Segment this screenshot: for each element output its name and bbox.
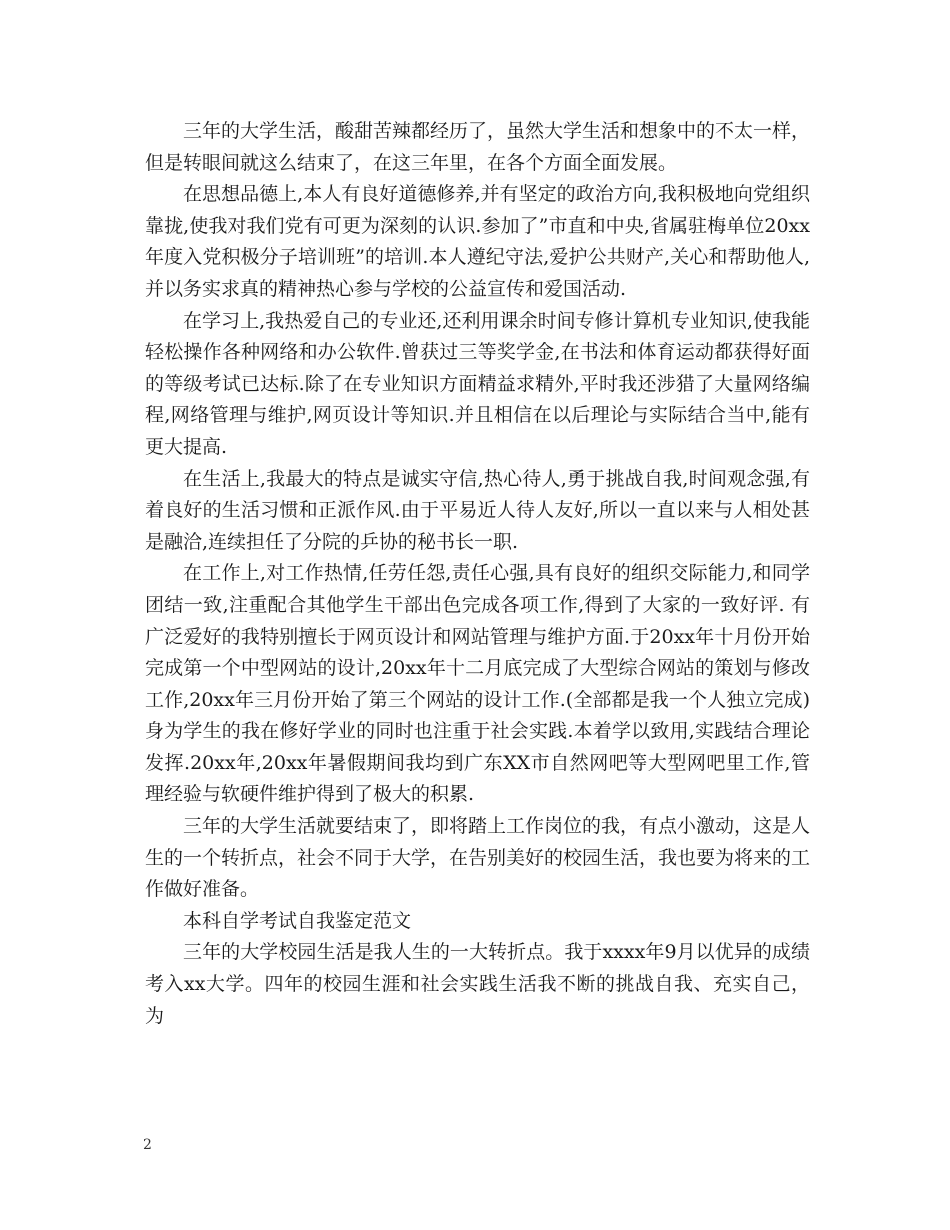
paragraph-life: 在生活上,我最大的特点是诚实守信,热心待人,勇于挑战自我,时间观念强,有着良好的生活习惯和正派作风.由于平易近人待人友好,所以一直以来与人相处甚是融洽,连续担任了分院的乒协的秘书长一职. (145, 467, 810, 553)
document-body (145, 116, 810, 1032)
paragraph-second-sample: 三年的大学校园生活是我人生的一大转折点。我于xxxx年9月以优异的成绩考入xx大学。四年的校园生涯和社会实践生活我不断的挑战自我、充实自己，为 (145, 941, 810, 1027)
paragraph-ideology: 在思想品德上,本人有良好道德修养,并有坚定的政治方向,我积极地向党组织靠拢,使我对我们党有可更为深刻的认识.参加了”市直和中央,省属驻梅单位20xx年度入党积极分子培训班”的培训.本人遵纪守法,爱护公共财产,关心和帮助他人,并以务实求真的精神热心参与学校的公益宣传和爱国活动. (145, 183, 810, 300)
paragraph-work: 在工作上,对工作热情,任劳任怨,责任心强,具有良好的组织交际能力,和同学团结一致,注重配合其他学生干部出色完成各项工作,得到了大家的一致好评. 有广泛爱好的我特别擅长于网页设计和网站管理与维护方面.于20xx年十月份开始完成第一个中型网站的设计,20xx年十二月底完成了大型综合网站的策划与修改工作,20xx年三月份开始了第三个网站的设计工作.(全部都是我一个人独立完成)身为学生的我在修好学业的同时也注重于社会实践.本着学以致用,实践结合理论发挥.20xx年,20xx年暑假期间我均到广东XX市自然网吧等大型网吧里工作,管理经验与软硬件维护得到了极大的积累. (145, 562, 810, 806)
paragraph-study: 在学习上,我热爱自己的专业还,还利用课余时间专修计算机专业知识,使我能轻松操作各种网络和办公软件.曾获过三等奖学金,在书法和体育运动都获得好面的等级考试已达标.除了在专业知识方面精益求精外,平时我还涉猎了大量网络编程,网络管理与维护,网页设计等知识.并且相信在以后理论与实际结合当中,能有更大提高. (145, 309, 810, 458)
section-heading: 本科自学考试自我鉴定范文 (183, 909, 412, 932)
page-number: 2 (143, 1137, 152, 1153)
paragraph-intro: 三年的大学生活，酸甜苦辣都经历了，虽然大学生活和想象中的不太一样，但是转眼间就这么结束了，在这三年里，在各个方面全面发展。 (145, 120, 811, 174)
paragraph-conclusion: 三年的大学生活就要结束了，即将踏上工作岗位的我，有点小激动，这是人生的一个转折点，社会不同于大学，在告别美好的校园生活，我也要为将来的工作做好准备。 (145, 815, 811, 901)
